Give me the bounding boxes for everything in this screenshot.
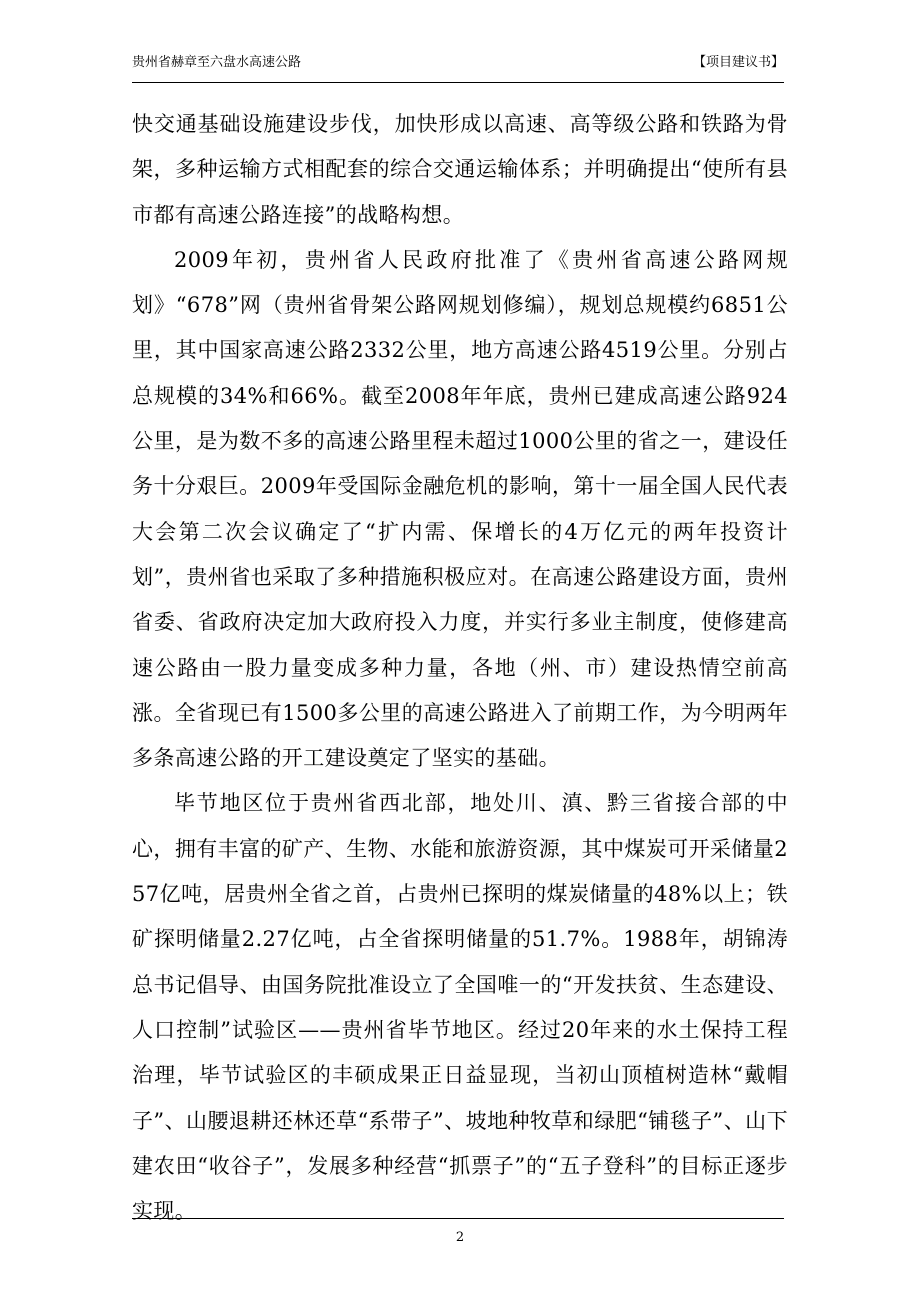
page-header [132,52,784,83]
header-project-title: 贵州省赫章至六盘水高速公路 [132,55,302,70]
paragraph-expressway-plan: 2009年初，贵州省人民政府批准了《贵州省高速公路网规划》“678”网（贵州省骨架公路网规划修编），规划总规模约6851公里，其中国家高速公路2332公里，地方高速公路4519公里。分别占总规模的34%和66%。截至2008年年底，贵州已建成高速公路924公里，是为数不多的高速公路里程未超过1000公里的省之一，建设任务十分艰巨。2009年受国际金融危机的影响，第十一届全国人民代表大会第二次会议确定了“扩内需、保增长的4万亿元的两年投资计划”，贵州省也采取了多种措施积极应对。在高速公路建设方面，贵州省委、省政府决定加大政府投入力度，并实行多业主制度，使修建高速公路由一股力量变成多种力量，各地（州、市）建设热情空前高涨。全省现已有1500多公里的高速公路进入了前期工作，为今明两年多条高速公路的开工建设奠定了坚实的基础。 [132,247,788,771]
body-text [132,102,788,1234]
footer-divider [132,1218,784,1219]
paragraph-continued: 快交通基础设施建设步伐，加快形成以高速、高等级公路和铁路为骨架，多种运输方式相配套的综合交通运输体系；并明确提出“使所有县市都有高速公路连接”的战略构想。 [132,112,788,227]
header-document-type: 【项目建议书】 [692,55,784,70]
paragraph-bijie-region: 毕节地区位于贵州省西北部，地处川、滇、黔三省接合部的中心，拥有丰富的矿产、生物、水能和旅游资源，其中煤炭可开采储量257亿吨，居贵州全省之首，占贵州已探明的煤炭储量的48%以上；铁矿探明储量2.27亿吨，占全省探明储量的51.7%。1988年，胡锦涛总书记倡导、由国务院批准设立了全国唯一的“开发扶贫、生态建设、人口控制”试验区——贵州省毕节地区。经过20年来的水土保持工程治理，毕节试验区的丰硕成果正日益显现，当初山顶植树造林“戴帽子”、山腰退耕还林还草“系带子”、坡地种牧草和绿肥“铺毯子”、山下建农田“收谷子”，发展多种经营“抓票子”的“五子登科”的目标正逐步实现。 [132,791,788,1224]
page-number: 2 [455,1230,465,1245]
